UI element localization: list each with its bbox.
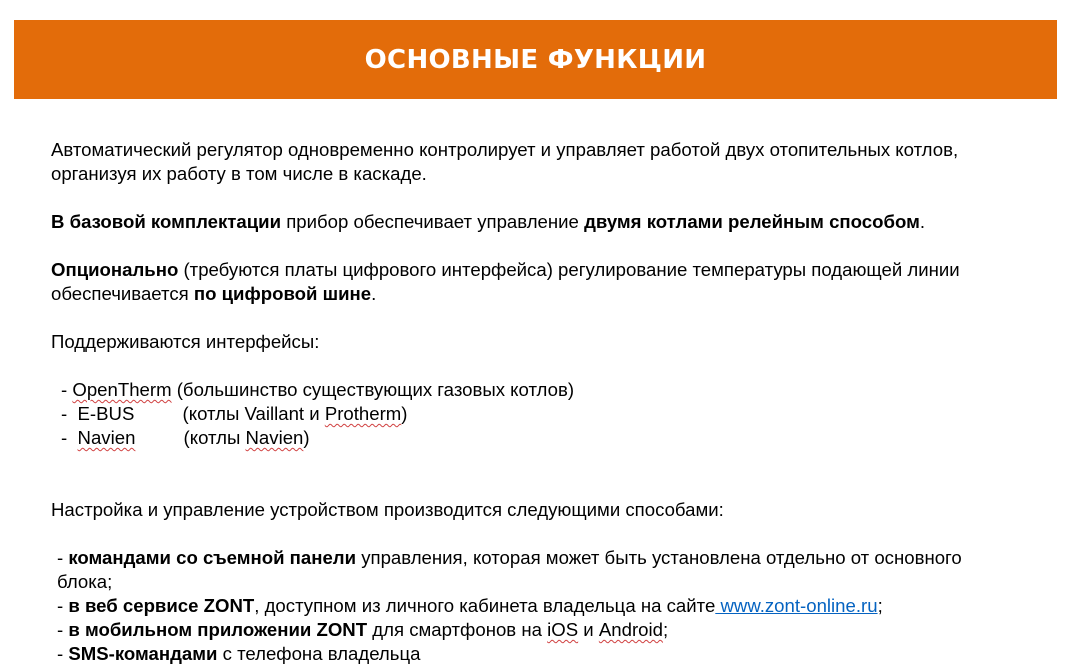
control-item-bold: SMS-командами xyxy=(68,643,218,664)
list-item xyxy=(57,546,1051,594)
interface-desc-end: ) xyxy=(401,403,408,424)
list-dash: - xyxy=(57,547,69,568)
platform-ios: iOS xyxy=(547,619,579,640)
list-dash: - xyxy=(61,427,78,448)
interfaces-list xyxy=(51,378,1051,450)
list-dash: - xyxy=(57,643,69,664)
control-item-bold: командами со съемной панели xyxy=(68,547,357,568)
optional-paragraph xyxy=(51,258,1051,306)
basic-text-1: прибор обеспечивает управление xyxy=(281,211,585,232)
intro-paragraph xyxy=(51,138,1051,186)
list-dash: - xyxy=(61,379,73,400)
control-item-text: , доступном из личного кабинета владельца на сайте xyxy=(254,595,716,616)
basic-bold-2: двумя котлами релейным способом xyxy=(584,211,920,232)
control-item-text: для смартфонов на xyxy=(367,619,548,640)
optional-text-2: обеспечивается xyxy=(51,283,194,304)
interface-name-navien: Navien xyxy=(77,427,136,448)
basic-bold-1: В базовой комплектации xyxy=(51,211,282,232)
basic-paragraph xyxy=(51,210,1051,234)
platform-android: Android xyxy=(598,619,663,640)
list-item xyxy=(57,642,1051,666)
list-item xyxy=(57,594,1051,618)
control-heading: Настройка и управление устройством производится следующими способами: xyxy=(51,499,724,520)
interface-desc: (котлы Vaillant и xyxy=(182,403,325,424)
control-item-text-cont: блока; xyxy=(57,571,113,592)
control-item-text: управления, которая может быть установлена отдельно от основного xyxy=(356,547,962,568)
interface-name-ebus: E-BUS xyxy=(77,403,135,424)
list-item xyxy=(51,426,1051,450)
list-dash: - xyxy=(57,595,69,616)
list-item xyxy=(57,618,1051,642)
interface-desc: (котлы xyxy=(183,427,246,448)
optional-bold-2: по цифровой шине xyxy=(193,283,372,304)
control-item-bold: в мобильном приложении ZONT xyxy=(68,619,368,640)
list-dash: - xyxy=(57,619,69,640)
list-dash: - xyxy=(61,403,78,424)
page-title: ОСНОВНЫЕ ФУНКЦИИ xyxy=(364,44,707,75)
intro-line-2: организуя их работу в том числе в каскаде. xyxy=(51,163,427,184)
control-item-text-mid: и xyxy=(578,619,599,640)
control-item-bold: в веб сервисе ZONT xyxy=(68,595,255,616)
list-item xyxy=(51,378,1051,402)
interfaces-heading: Поддерживаются интерфейсы: xyxy=(51,331,320,352)
interface-desc: (большинство существующих газовых котлов) xyxy=(171,379,575,400)
zont-website-link[interactable]: www.zont-online.ru xyxy=(715,595,878,616)
optional-text-1: (требуются платы цифрового интерфейса) регулирование температуры подающей линии xyxy=(178,259,960,280)
interface-name-opentherm: OpenTherm xyxy=(72,379,172,400)
control-item-text: с телефона владельца xyxy=(217,643,421,664)
header-bar xyxy=(14,20,1057,99)
document-body xyxy=(51,138,1051,666)
control-list xyxy=(51,546,1051,666)
control-item-text-end: ; xyxy=(877,595,883,616)
interface-desc-brand: Navien xyxy=(245,427,304,448)
optional-bold-1: Опционально xyxy=(51,259,179,280)
interface-desc-end: ) xyxy=(303,427,310,448)
control-item-text-end: ; xyxy=(662,619,669,640)
interface-desc-brand: Protherm xyxy=(324,403,402,424)
list-item xyxy=(51,402,1051,426)
basic-text-2: . xyxy=(919,211,925,232)
optional-text-3: . xyxy=(371,283,377,304)
intro-line-1: Автоматический регулятор одновременно контролирует и управляет работой двух отопительных котлов, xyxy=(51,139,959,160)
